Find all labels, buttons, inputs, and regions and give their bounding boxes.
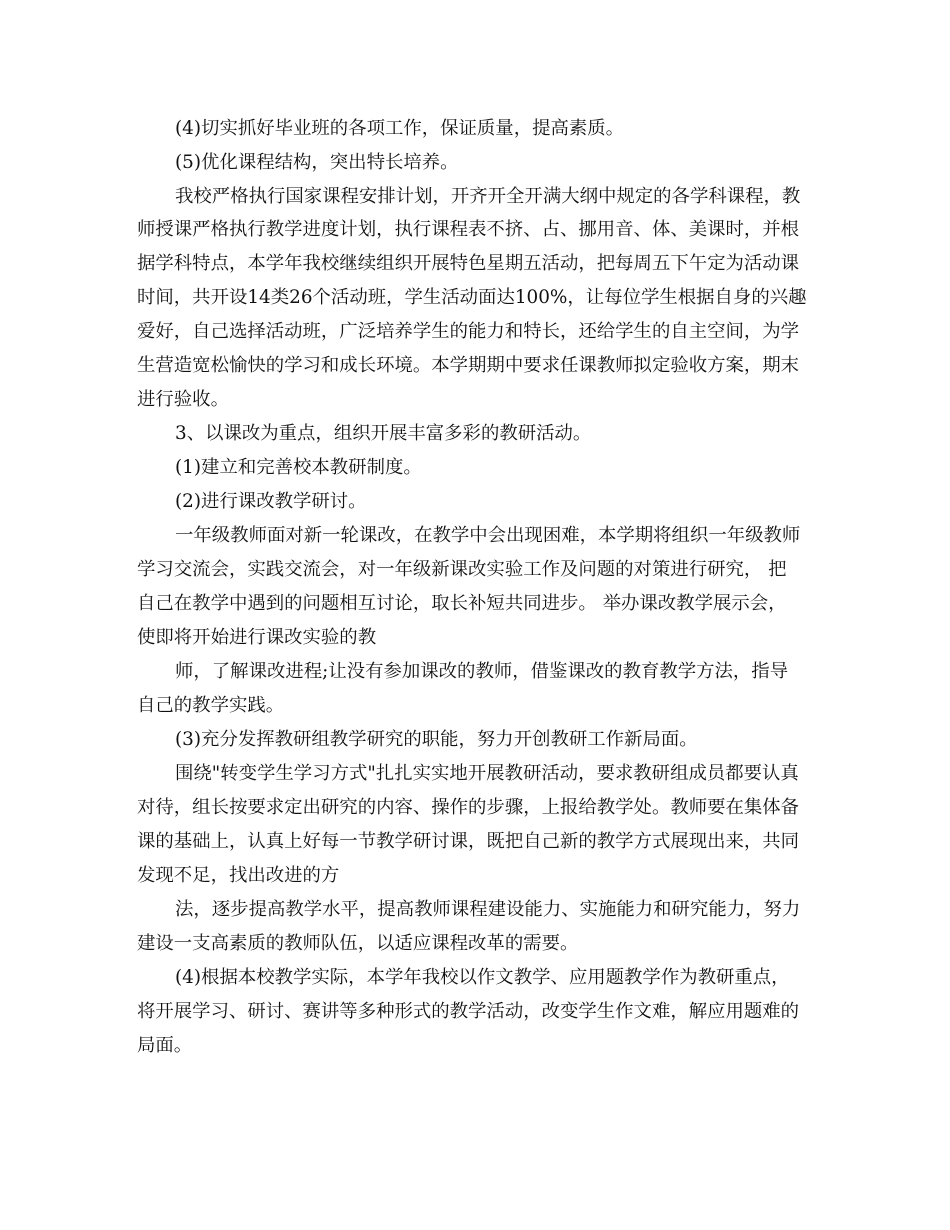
- text-line: (3)充分发挥教研组教学研究的职能，努力开创教研工作新局面。: [175, 729, 698, 750]
- text-line: 发现不足，找出改进的方: [137, 865, 340, 886]
- text-line: 围绕"转变学生学习方式"扎扎实实地开展教研活动，要求教研组成员都要认真: [175, 763, 799, 784]
- text-line: 进行验收。: [137, 389, 229, 410]
- text-line: (2)进行课改教学研讨。: [175, 491, 367, 512]
- text-line: 一年级教师面对新一轮课改，在教学中会出现困难，本学期将组织一年级教师: [175, 525, 801, 546]
- section-heading: 3、以课改为重点，组织开展丰富多彩的教研活动。: [175, 423, 592, 444]
- text-line: 师，了解课改进程;让没有参加课改的教师，借鉴课改的教育教学方法，指导: [175, 661, 789, 682]
- text-line: 局面。: [137, 1035, 193, 1056]
- text-line: (4)切实抓好毕业班的各项工作，保证质量，提高素质。: [175, 118, 625, 139]
- text-line: 据学科特点，本学年我校继续组织开展特色星期五活动，把每周五下午定为活动课: [137, 253, 800, 274]
- text-line: (1)建立和完善校本教研制度。: [175, 457, 422, 478]
- text-line: 爱好，自己选择活动班，广泛培养学生的能力和特长，还给学生的自主空间，为学: [137, 321, 800, 342]
- text-line: 自己在教学中遇到的问题相互讨论，取长补短共同进步。 举办课改教学展示会，: [137, 593, 787, 614]
- text-line: 建设一支高素质的教师队伍，以适应课程改革的需要。: [137, 933, 579, 954]
- text-line: 对待，组长按要求定出研究的内容、操作的步骤，上报给教学处。教师要在集体备: [137, 797, 800, 818]
- text-line: (5)优化课程结构，突出特长培养。: [175, 152, 459, 173]
- text-line: 使即将开始进行课改实验的教: [137, 627, 377, 648]
- text-line: (4)根据本校教学实际，本学年我校以作文教学、应用题教学作为教研重点，: [175, 967, 790, 988]
- text-line: 课的基础上，认真上好每一节教学研讨课，既把自己新的教学方式展现出来，共同: [137, 831, 800, 852]
- text-line: 自己的教学实践。: [137, 695, 285, 716]
- text-line: 师授课严格执行教学进度计划，执行课程表不挤、占、挪用音、体、美课时，并根: [137, 219, 800, 240]
- text-line: 生营造宽松愉快的学习和成长环境。本学期期中要求任课教师拟定验收方案，期末: [137, 355, 800, 376]
- text-line: 将开展学习、研讨、赛讲等多种形式的教学活动，改变学生作文难，解应用题难的: [137, 1001, 800, 1022]
- text-line: 法，逐步提高教学水平，提高教师课程建设能力、实施能力和研究能力，努力: [175, 899, 801, 920]
- text-line: 学习交流会，实践交流会，对一年级新课改实验工作及问题的对策进行研究， 把: [137, 559, 787, 580]
- text-line: 时间，共开设14类26个活动班，学生活动面达100%，让每位学生根据自身的兴趣: [137, 287, 807, 308]
- text-line: 我校严格执行国家课程安排计划，开齐开全开满大纲中规定的各学科课程，教: [175, 186, 801, 207]
